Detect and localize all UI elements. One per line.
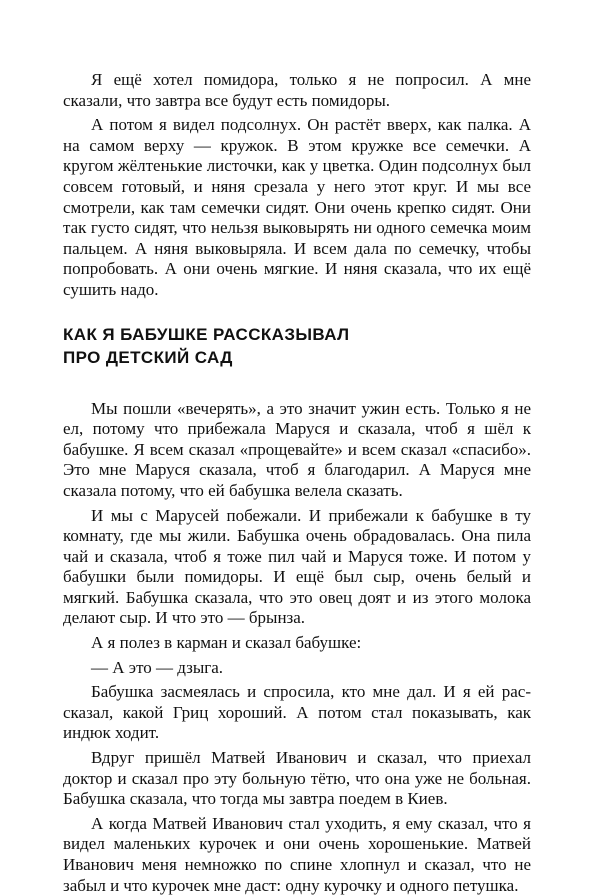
- chapter-title: [63, 323, 531, 369]
- paragraph: Я ещё хотел помидора, только я не попросил. А мне сказали, что завтра все будут есть помидоры.: [63, 70, 531, 110]
- paragraph: А я полез в карман и сказал бабушке:: [91, 633, 362, 653]
- paragraph: Вдруг пришёл Матвей Иванович и сказал, что приехал доктор и сказал про эту больную тётю, что она уже не больная. Бабушка сказала, что тогда мы завтра поедем в Киев.: [63, 748, 531, 809]
- paragraph: Бабушка засмеялась и спросила, кто мне дал. И я ей рассказал, какой Гриц хороший. А потом стал показывать, как индюк ходит.: [63, 682, 531, 743]
- dialogue-line: — А это — дзыга.: [91, 657, 224, 677]
- paragraph: И мы с Марусей побежали. И прибежали к бабушке в ту комнату, где мы жили. Бабушка очень обрадовалась. Она пила чай и сказала, чтоб я тоже пил чай и Маруся тоже. И потом у бабушки были помидоры. И ещё был сыр, очень белый и мягкий. Бабушка сказала, что это овец доят и из этого молока делают сыр. И что это — брынза.: [63, 505, 531, 628]
- chapter-title-line-1: КАК Я БАБУШКЕ РАССКАЗЫВАЛ: [63, 324, 350, 344]
- chapter-title-line-2: ПРО ДЕТСКИЙ САД: [63, 347, 233, 367]
- paragraph: Мы пошли «вечерять», а это значит ужин есть. Только я не ел, потому что прибежала Маруся и сказала, чтоб я шёл к бабушке. Я всем сказал «прощевайте» и всем сказал «спасибо». Это мне Маруся сказала, чтоб я благодарил. А Маруся мне сказала потому, что ей бабушка велела сказать.: [63, 398, 531, 500]
- paragraph: А потом я видел подсолнух. Он растёт вверх, как палка. А на самом верху — кружок. В этом кружке все семечки. А кругом жёлтенькие листочки, как у цветка. Один подсолнух был совсем готовый, и няня срезала у него этот круг. И мы все смотрели, как там семечки сидят. Они очень крепко сидят. Они так густо сидят, что нельзя выковырять ни одного семечка моим пальцем. А няня выковыряла. И всем дала по семечку, чтобы попробовать. А они очень мягкие. И няня сказала, что их ещё сушить надо.: [63, 115, 531, 299]
- paragraph: А когда Матвей Иванович стал уходить, я ему сказал, что я видел маленьких курочек и они очень хорошенькие. Матвей Иванович меня немножко по спине хлопнул и сказал, что не забыл и что курочек мне даст: одну курочку и одного петушка.: [63, 813, 531, 895]
- book-page: [63, 70, 531, 896]
